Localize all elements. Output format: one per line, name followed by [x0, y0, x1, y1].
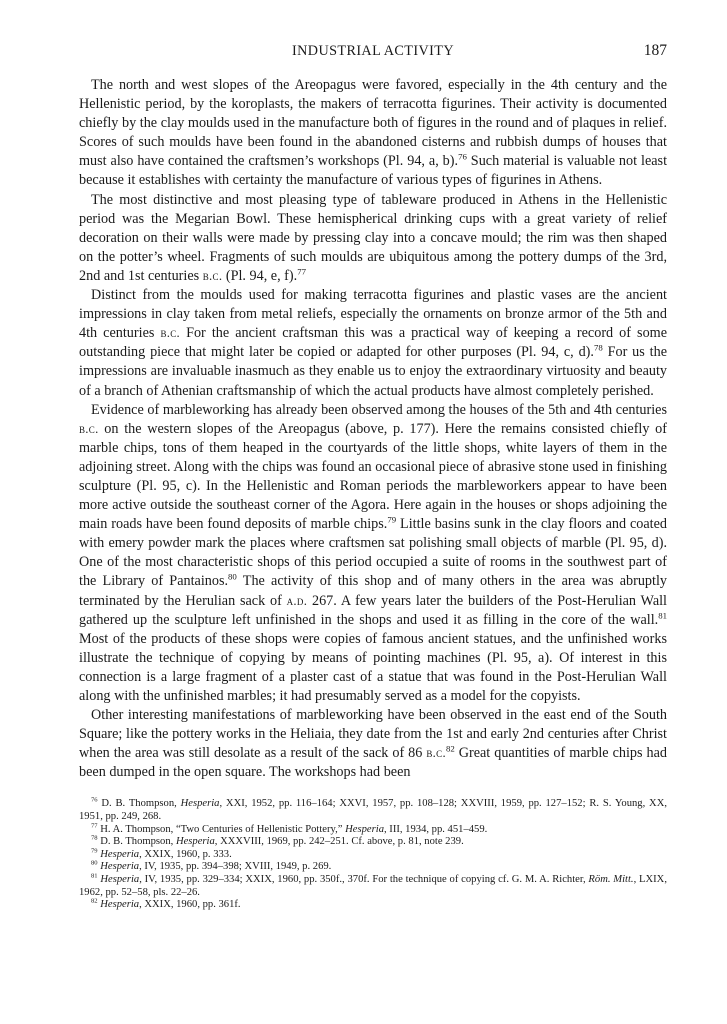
era-abbreviation: b.c.: [202, 268, 223, 283]
footnote-text: , XXI, 1952, pp. 116–164; XXVI, 1957, pp. 108–128; XXVIII, 1959, pp. 127–152; R. S. Young, XX, 1951, pp. 249, 268.: [79, 798, 668, 823]
footnote-text: , III, 1934, pp. 451–459.: [384, 823, 488, 835]
footnote-text: , XXXVIII, 1969, pp. 242–251. Cf. above, p. 81, note 239.: [214, 836, 464, 848]
text-run: Evidence of marbleworking has already been observed among the houses of the 5th and 4th centuries: [91, 401, 667, 418]
footnote-ref: 76: [458, 151, 467, 162]
footnote-text: H. A. Thompson, “Two Centuries of Hellenistic Pottery,”: [97, 823, 346, 835]
journal-title: Hesperia: [180, 798, 220, 810]
footnote-number: 76: [91, 796, 98, 804]
journal-title: Hesperia: [100, 848, 140, 860]
footnote-number: 81: [91, 872, 98, 880]
paragraph-clay-impressions: [79, 286, 667, 401]
footnote-ref: 79: [387, 514, 397, 525]
text-run: The north and west slopes of the Areopagus were favored, especially in the 4th century and the Hellenistic period, by the koroplasts, the makers of terracotta figurines. Their activity is documented chiefly by the clay moulds used in the manufacture both of figures in the round and of plaques in relief. Scores of such moulds have been found in the abandoned cisterns and rubbish dumps of houses that must also have contained the craftsmen’s workshops (Pl. 94, a, b).: [79, 77, 667, 170]
footnote-ref: 80: [228, 571, 237, 582]
text-run: The most distinctive and most pleasing type of tableware produced in Athens in the Hellenistic period was the Megarian Bowl. These hemispherical drinking cups with a great variety of relief decoration on their walls were made by pressing clay into a concave mould; the rim was then shaped on the potter’s wheel. Fragments of such moulds are ubiquitous among the pottery dumps of the 3rd, 2nd and 1st centuries: [79, 191, 667, 284]
text-run: The activity of this shop and of many others in the area was abruptly terminated by the Herulian sack of: [79, 573, 667, 609]
footnote-text: , IV, 1935, pp. 394–398; XVIII, 1949, p. 269.: [139, 861, 332, 873]
journal-title: Hesperia: [100, 899, 140, 911]
paragraph-marbleworking: [79, 401, 667, 707]
footnote-number: 78: [91, 834, 98, 842]
era-abbreviation: b.c.: [79, 421, 99, 436]
footnote-number: 80: [91, 859, 98, 867]
paragraph-koroplasts: [79, 76, 667, 191]
footnote-number: 79: [91, 847, 98, 855]
text-run: Little basins sunk in the clay floors and coated with emery powder mark the places where craftsmen sat polishing small objects of marble (Pl. 95, d). One of the most characteristic shops of this period occupied a suite of rooms in the southwest part of the Library of Pantainos.: [79, 516, 668, 590]
footnote-text: , LXIX, 1962, pp. 52–58, pls. 22–26.: [79, 874, 667, 898]
era-abbreviation: b.c.: [426, 746, 446, 761]
era-abbreviation: b.c.: [160, 326, 181, 341]
body-text: [79, 76, 667, 782]
footnote: [79, 874, 667, 899]
footnote: [79, 861, 667, 874]
footnote: [79, 836, 667, 849]
text-run: (Pl. 94, e, f).: [222, 267, 298, 284]
journal-title: Hesperia: [175, 836, 215, 848]
footnote: [79, 849, 667, 862]
paragraph-megarian-bowl: [79, 191, 667, 286]
text-run: Most of the products of these shops were copies of famous ancient statues, and the unfinished works illustrate the technique of copying by means of pointing machines (Pl. 95, a). Of interest in this connection is a large fragment of a plaster cast of a statue that was found in the Post-Herulian Wall along with the unfinished marbles; it had presumably served as a model for the copyists.: [79, 630, 667, 704]
footnote-number: 82: [91, 897, 98, 905]
footnote: [79, 824, 667, 837]
text-run: 267. A few years later the builders of the Post-Herulian Wall gathered up the sculpture left unfinished in the shops and used it as filling in the core of the wall.: [79, 592, 667, 628]
page-header: [79, 38, 667, 62]
footnote: [79, 899, 667, 912]
footnote-text: D. B. Thompson,: [97, 798, 181, 810]
footnote-text: , XXIX, 1960, p. 333.: [139, 848, 232, 860]
text-run: Such material is valuable not least because it establishes with certainty the manufacture of various types of figurines in Athens.: [79, 153, 668, 189]
era-abbreviation: a.d.: [286, 593, 308, 608]
footnote: [79, 798, 667, 823]
text-run: For us the impressions are invaluable inasmuch as they enable us to enjoy the extraordinary virtuosity and beauty of a branch of Athenian craftsmanship of which the actual products have almost completely perished.: [79, 344, 667, 399]
journal-title: Hesperia: [345, 823, 384, 835]
footnote-ref: 78: [593, 342, 603, 353]
page-number: 187: [643, 42, 667, 59]
footnote-ref: 77: [297, 266, 306, 277]
journal-title: Hesperia: [100, 874, 140, 886]
journal-title: Röm. Mitt.: [588, 874, 634, 886]
footnote-ref: 82: [445, 743, 455, 754]
running-head: INDUSTRIAL ACTIVITY: [292, 43, 454, 59]
footnote-text: , IV, 1935, pp. 329–334; XXIX, 1960, pp. 350f., 370f. For the technique of copying cf. G. M. A. Richter,: [139, 874, 589, 886]
footnote-number: 77: [91, 822, 98, 830]
text-run: on the western slopes of the Areopagus (above, p. 177). Here the remains consisted chiefly of marble chips, tons of them heaped in the courtyards of the little shops, white layers of them in the adjoining street. Along with the chips was found an occasional piece of abrasive stone used in finishing sculpture (Pl. 95, c). In the Hellenistic and Roman periods the marbleworkers appear to have been more active outside the southeast corner of the Agora. Here again in the houses or shops adjoining the main roads have been found deposits of marble chips.: [79, 420, 667, 533]
text-run: Distinct from the moulds used for making terracotta figurines and plastic vases are the ancient impressions in clay taken from metal reliefs, especially the ornaments on bronze armor of the 5th and 4th centuries: [79, 287, 667, 342]
footnote-text: , XXIX, 1960, pp. 361f.: [139, 899, 241, 911]
footnote-ref: 81: [658, 609, 667, 620]
text-run: Other interesting manifestations of marbleworking have been observed in the east end of the South Square; like the pottery works in the Heliaia, they date from the 1st and early 2nd centuries after Christ when the area was still desolate as a result of the sack of 86: [79, 707, 667, 762]
footnotes: [79, 798, 667, 911]
journal-title: Hesperia: [100, 861, 140, 873]
text-run: For the ancient craftsman this was a practical way of keeping a record of some outstanding piece that might later be copied or adapted for other purposes (Pl. 94, c, d).: [79, 325, 667, 361]
text-run: Great quantities of marble chips had been dumped in the open square. The workshops had been: [79, 745, 667, 781]
footnote-text: D. B. Thompson,: [97, 836, 176, 848]
paragraph-south-square: [79, 706, 667, 782]
book-page: [79, 38, 667, 912]
